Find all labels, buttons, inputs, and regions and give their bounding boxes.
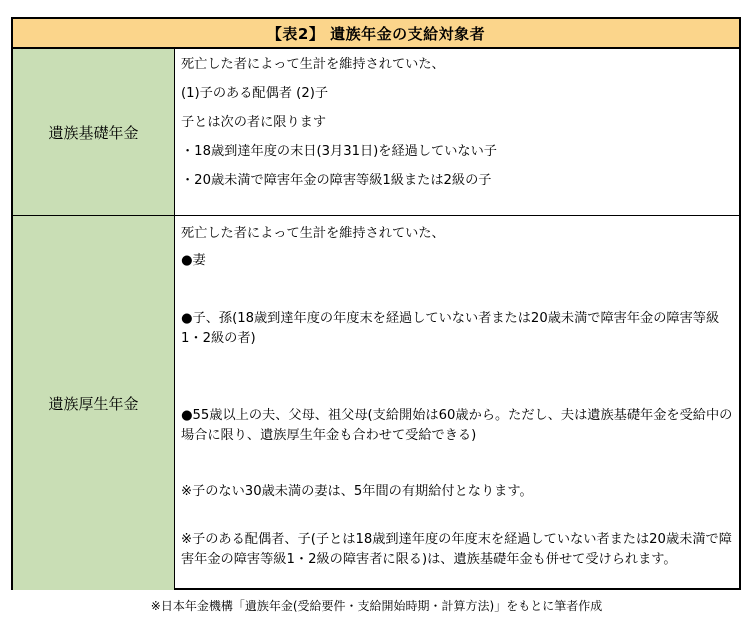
table-row-employee-pension bbox=[13, 216, 739, 590]
content-line: ・18歳到達年度の末日(3月31日)を経過していない子 bbox=[181, 144, 497, 159]
content-intro: 死亡した者によって生計を維持されていた、 bbox=[181, 226, 445, 241]
content-paragraph: ※子のない30歳未満の妻は、5年間の有期給付となります。 bbox=[181, 484, 533, 499]
row-content-employee-pension bbox=[175, 216, 739, 590]
table-title: 【表2】 遺族年金の支給対象者 bbox=[13, 19, 739, 49]
row-label-basic-pension: 遺族基礎年金 bbox=[13, 49, 175, 215]
content-line: 死亡した者によって生計を維持されていた、 bbox=[181, 57, 445, 72]
content-paragraph: ●妻 bbox=[181, 253, 206, 268]
content-paragraph: ●子、孫(18歳到達年度の年度末を経過していない者または20歳未満で障害年金の障害等級1・2級の者) bbox=[181, 311, 720, 346]
table-row-basic-pension bbox=[13, 49, 739, 216]
content-line: (1)子のある配偶者 (2)子 bbox=[181, 86, 329, 101]
content-paragraph: ●55歳以上の夫、父母、祖父母(支給開始は60歳から。ただし、夫は遺族基礎年金を受給中の場合に限り、遺族厚生年金も合わせて受給できる) bbox=[181, 408, 733, 443]
source-footnote: ※日本年金機構「遺族年金(受給要件・支給開始時期・計算方法)」をもとに筆者作成 bbox=[150, 599, 603, 613]
row-label-employee-pension: 遺族厚生年金 bbox=[13, 216, 175, 590]
content-line: ・20歳未満で障害年金の障害等級1級または2級の子 bbox=[181, 173, 492, 188]
content-line: 子とは次の者に限ります bbox=[181, 115, 327, 130]
content-paragraph: ※子のある配偶者、子(子とは18歳到達年度の年度末を経過していない者または20歳未満で障害年金の障害等級1・2級の障害者に限る)は、遺族基礎年金も併せて受けられます。 bbox=[181, 532, 732, 567]
survivor-pension-table bbox=[11, 17, 741, 590]
row-content-basic-pension bbox=[175, 49, 739, 215]
